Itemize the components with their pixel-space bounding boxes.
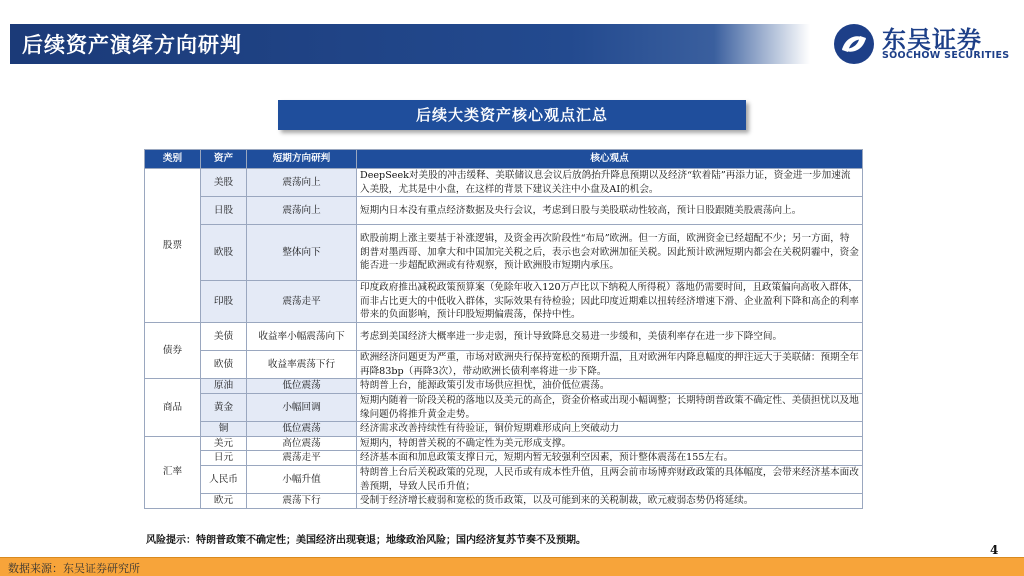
- asset-cell: 美债: [201, 323, 247, 351]
- table-row: [145, 436, 863, 451]
- view-cell: 经济基本面和加息政策支撑日元，短期内暂无较强利空因素，预计整体震荡在155左右。: [357, 451, 863, 466]
- asset-cell: 欧股: [201, 225, 247, 281]
- asset-cell: 欧债: [201, 351, 247, 379]
- logo: [832, 22, 1012, 66]
- table-row: [145, 393, 863, 421]
- footer-bar: [0, 558, 1024, 576]
- section-subtitle: 后续大类资产核心观点汇总: [278, 100, 746, 130]
- header-category: 类别: [145, 150, 201, 169]
- view-cell: 特朗普上台后关税政策的兑现，人民币或有成本性升值，且两会前市场博弈财政政策的具体幅度，会带来经济基本面改善预期，导致人民币升值；: [357, 465, 863, 493]
- view-cell: 欧洲经济问题更为严重，市场对欧洲央行保持宽松的预期升温，且对欧洲年内降息幅度的押注远大于美联储：预期全年再降83bp（再降3次），带动欧洲长债利率将进一步下降。: [357, 351, 863, 379]
- asset-cell: 美股: [201, 169, 247, 197]
- table-header-row: [145, 150, 863, 169]
- category-commodity: 商品: [145, 379, 201, 436]
- header-direction: 短期方向研判: [247, 150, 357, 169]
- asset-cell: 印股: [201, 281, 247, 323]
- category-equity: 股票: [145, 169, 201, 323]
- direction-cell: 震荡下行: [247, 494, 357, 509]
- risk-note: 风险提示：特朗普政策不确定性；美国经济出现衰退；地缘政治风险；国内经济复苏节奏不及预期。: [146, 535, 586, 546]
- category-bond: 债券: [145, 323, 201, 379]
- direction-cell: 整体向下: [247, 225, 357, 281]
- category-fx: 汇率: [145, 436, 201, 508]
- asset-cell: 美元: [201, 436, 247, 451]
- table-row: [145, 323, 863, 351]
- asset-cell: 人民币: [201, 465, 247, 493]
- logo-name-cn: 东吴证券: [882, 26, 982, 54]
- asset-view-table: [144, 149, 863, 509]
- view-cell: 受制于经济增长疲弱和宽松的货币政策，以及可能到来的关税制裁，欧元疲弱态势仍将延续。: [357, 494, 863, 509]
- direction-cell: 收益率震荡下行: [247, 351, 357, 379]
- table-row: [145, 422, 863, 437]
- view-cell: 短期内日本没有重点经济数据及央行会议，考虑到日股与美股联动性较高，预计日股跟随美股震荡向上。: [357, 197, 863, 225]
- view-cell: 短期内，特朗普关税的不确定性为美元形成支撑。: [357, 436, 863, 451]
- asset-cell: 铜: [201, 422, 247, 437]
- table-row: [145, 379, 863, 394]
- direction-cell: 低位震荡: [247, 379, 357, 394]
- table-row: [145, 465, 863, 493]
- direction-cell: 小幅回调: [247, 393, 357, 421]
- asset-cell: 原油: [201, 379, 247, 394]
- logo-name-en: SOOCHOW SECURITIES: [882, 50, 1010, 61]
- table-row: [145, 451, 863, 466]
- table-row: [145, 197, 863, 225]
- table-row: [145, 351, 863, 379]
- soochow-logo-icon: [832, 22, 876, 66]
- view-cell: DeepSeek对美股的冲击缓释、美联储议息会议后放鸽抬升降息预期以及经济“软着陆”再添力证，资金进一步加速流入美股，尤其是中小盘，在这样的背景下建议关注中小盘及AI的机会。: [357, 169, 863, 197]
- page-title: 后续资产演绎方向研判: [22, 33, 242, 57]
- view-cell: 短期内随着一阶段关税的落地以及美元的高企，资金价格或出现小幅调整；长期特朗普政策不确定性、美债担忧以及地缘问题仍将推升黄金走势。: [357, 393, 863, 421]
- header-view: 核心观点: [357, 150, 863, 169]
- view-cell: 印度政府推出减税政策预算案（免除年收入120万卢比以下纳税人所得税）落地仍需要时间，且政策偏向高收入群体，而非占比更大的中低收入群体，实际效果有待检验；因此印度近期难以扭转经济增速下滑、企业盈利下降和高企的利率带来的负面影响，预计印股短期偏震荡，保持中性。: [357, 281, 863, 323]
- header-asset: 资产: [201, 150, 247, 169]
- page-number: 4: [990, 543, 999, 557]
- table-row: [145, 169, 863, 197]
- table-row: [145, 494, 863, 509]
- direction-cell: 震荡向上: [247, 169, 357, 197]
- direction-cell: 震荡走平: [247, 281, 357, 323]
- direction-cell: 震荡走平: [247, 451, 357, 466]
- view-cell: 考虑到美国经济大概率进一步走弱，预计导致降息交易进一步缓和，美债利率存在进一步下降空间。: [357, 323, 863, 351]
- view-cell: 特朗普上台，能源政策引发市场供应担忧，油价低位震荡。: [357, 379, 863, 394]
- direction-cell: 高位震荡: [247, 436, 357, 451]
- asset-cell: 黄金: [201, 393, 247, 421]
- direction-cell: 震荡向上: [247, 197, 357, 225]
- direction-cell: 小幅升值: [247, 465, 357, 493]
- direction-cell: 低位震荡: [247, 422, 357, 437]
- asset-cell: 日元: [201, 451, 247, 466]
- direction-cell: 收益率小幅震荡向下: [247, 323, 357, 351]
- title-bar: [10, 24, 810, 64]
- asset-cell: 日股: [201, 197, 247, 225]
- table-row: [145, 281, 863, 323]
- asset-cell: 欧元: [201, 494, 247, 509]
- table-row: [145, 225, 863, 281]
- view-cell: 欧股前期上涨主要基于补涨逻辑，及资金再次阶段性“布局”欧洲。但一方面，欧洲资金已经超配不少；另一方面，特朗普对墨西哥、加拿大和中国加完关税之后，表示也会对欧洲加征关税。因此预计欧洲短期内都会在关税阴霾中，资金能否进一步超配欧洲或有待观察，预计欧洲股市短期内承压。: [357, 225, 863, 281]
- view-cell: 经济需求改善持续性有待验证，铜价短期难形成向上突破动力: [357, 422, 863, 437]
- data-source: 数据来源：东吴证券研究所: [8, 562, 140, 575]
